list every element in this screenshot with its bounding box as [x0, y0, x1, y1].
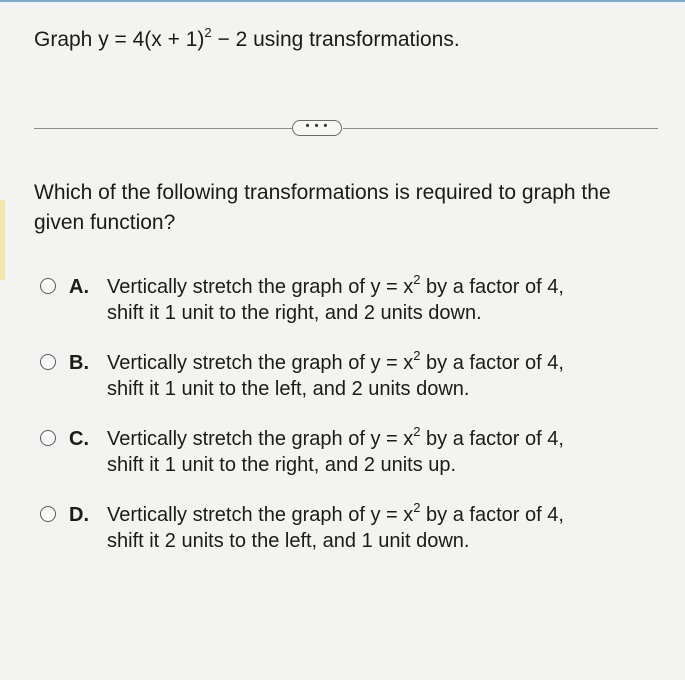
choice-exponent: 2: [413, 500, 421, 515]
question-text: Which of the following transformations is required to graph the given function?: [34, 181, 611, 234]
problem-prompt: [34, 26, 460, 54]
radio-b[interactable]: [40, 354, 56, 370]
choice-letter: D.: [69, 504, 89, 526]
choice-exponent: 2: [413, 272, 421, 287]
prompt-prefix: Graph y = 4(x + 1): [34, 28, 205, 51]
choice-line2: shift it 1 unit to the left, and 2 units down.: [107, 378, 470, 400]
divider-left: [34, 128, 292, 129]
choice-exponent: 2: [413, 424, 421, 439]
more-button[interactable]: • • •: [292, 120, 342, 136]
prompt-suffix: − 2 using transformations.: [211, 28, 460, 51]
radio-c[interactable]: [40, 430, 56, 446]
choice-line1-prefix: Vertically stretch the graph of y = x: [107, 504, 414, 526]
choice-line2: shift it 1 unit to the right, and 2 units up.: [107, 454, 457, 476]
divider-right: [343, 128, 658, 129]
choice-a[interactable]: [34, 274, 664, 334]
choice-b[interactable]: [34, 350, 664, 410]
choice-line1-suffix: by a factor of 4,: [420, 352, 564, 374]
choice-line2: shift it 2 units to the left, and 1 unit down.: [107, 530, 470, 552]
choice-text: [107, 426, 564, 478]
choice-text: [107, 274, 564, 326]
choice-exponent: 2: [413, 348, 421, 363]
choice-line1-prefix: Vertically stretch the graph of y = x: [107, 428, 414, 450]
choice-line1-suffix: by a factor of 4,: [420, 504, 564, 526]
radio-d[interactable]: [40, 506, 56, 522]
choice-text: [107, 502, 564, 554]
choice-text: [107, 350, 564, 402]
choice-letter: C.: [69, 428, 89, 450]
choice-letter: A.: [69, 276, 89, 298]
top-rule: [0, 0, 685, 2]
choice-line1-prefix: Vertically stretch the graph of y = x: [107, 276, 414, 298]
choice-line2: shift it 1 unit to the right, and 2 units down.: [107, 302, 482, 324]
choice-line1-suffix: by a factor of 4,: [420, 428, 564, 450]
choice-letter: B.: [69, 352, 89, 374]
prompt-exponent: 2: [204, 25, 212, 40]
question-accent-bar: [0, 200, 5, 280]
choice-line1-prefix: Vertically stretch the graph of y = x: [107, 352, 414, 374]
choice-c[interactable]: [34, 426, 664, 486]
choice-d[interactable]: [34, 502, 664, 562]
choice-line1-suffix: by a factor of 4,: [420, 276, 564, 298]
radio-a[interactable]: [40, 278, 56, 294]
